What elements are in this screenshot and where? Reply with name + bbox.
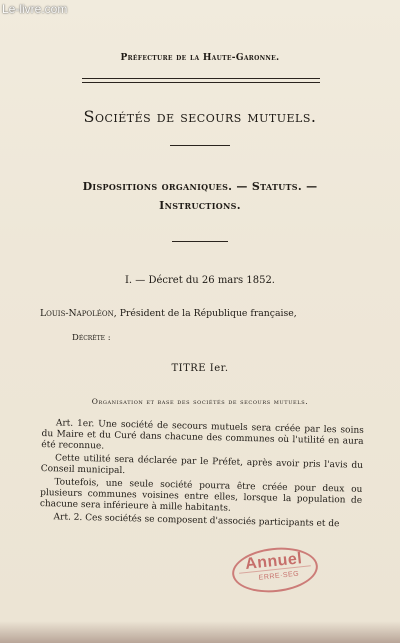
library-stamp (230, 544, 320, 597)
article-paragraph: Cette utilité sera déclarée par le Préfet, après avoir pris l'avis du Conseil municipal. (40, 453, 364, 477)
title-divider (170, 145, 230, 146)
document-title: Sociétés de secours mutuels. (83, 107, 317, 126)
titre-heading: TITRE Ier. (171, 363, 229, 374)
watermark: Le-livre.com (2, 2, 68, 16)
articles-text (39, 418, 364, 533)
prefecture-header: Préfecture de la Haute-Garonne. (120, 53, 280, 63)
stamp-label: Annuel (244, 550, 304, 574)
stamp-sub: ERRE·SEG (258, 570, 300, 582)
header-double-rule (82, 78, 320, 83)
decree-heading: I. — Décret du 26 mars 1852. (124, 275, 275, 286)
subtitle-line-2: Instructions. (159, 199, 241, 212)
decree-decrete: Décrète : (72, 333, 111, 343)
article-paragraph: Art. 2. Ces sociétés se composent d'associés participants et de (53, 512, 340, 530)
signatory-role: , Président de la République française, (113, 308, 297, 319)
subtitle-line-1: Dispositions organiques. — Statuts. — (82, 180, 318, 193)
decree-signatory (40, 308, 297, 319)
signatory-name: Louis-Napoléon (40, 308, 114, 319)
article-paragraph: Art. 1er. Une société de secours mutuels sera créée par les soins du Maire et du Curé dans chacune des communes où l'utilité en aura été reconnue. (41, 418, 364, 452)
article-paragraph: Toutefois, une seule société pourra être créée pour deux ou plusieurs communes voisines entre elles, lorsque la population de chacune sera inférieure à mille habitants. (39, 477, 363, 514)
subtitle-divider (172, 241, 228, 242)
section-heading: Organisation et base des sociétés de secours mutuels. (91, 397, 309, 406)
